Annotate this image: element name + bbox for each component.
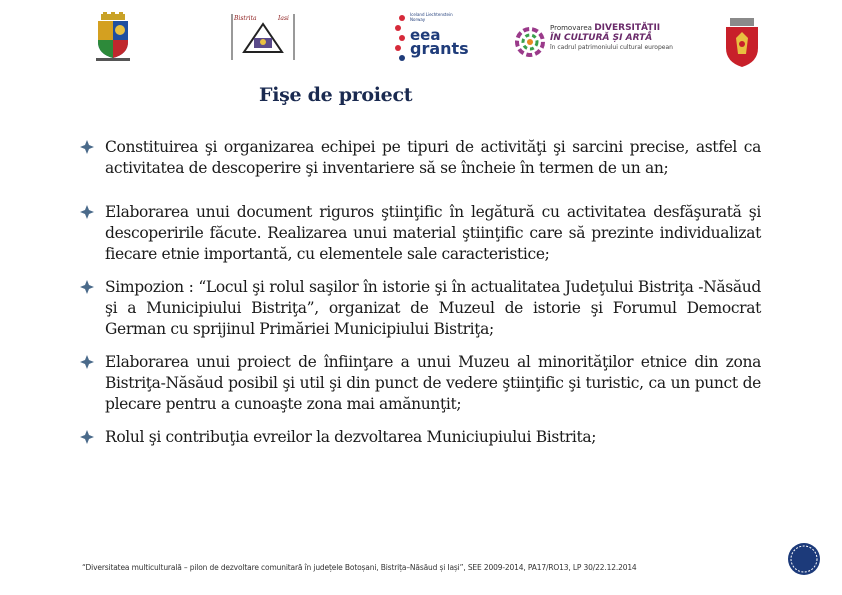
county-coat-of-arms-logo — [92, 12, 134, 62]
logo-bar — [0, 0, 842, 80]
bullet-text: Elaborarea unui proiect de înfiinţare a unui Muzeu al minorităţilor etnice din zona Bistriţa-Năsăud posibil şi util şi din punct de vedere ştiinţific şi turistic, ca un punct de plecare pentru a cunoaşte zona mai amănunţit; — [105, 353, 761, 413]
diamond-bullet-icon — [80, 280, 94, 294]
diamond-bullet-icon — [80, 430, 94, 444]
eea-grants-logo — [388, 8, 478, 64]
promovarea-diversitatii-logo — [512, 20, 687, 62]
diamond-bullet-icon — [80, 355, 94, 369]
diamond-bullet-icon — [80, 140, 94, 154]
eea-donor-countries: Iceland Liechtenstein Norway — [410, 12, 453, 22]
promo-highlight: DIVERSITĂȚII — [594, 23, 661, 33]
association-text-left: Bistrita — [234, 15, 257, 22]
list-item — [80, 352, 761, 415]
association-text-right: Iasi — [278, 15, 289, 22]
eea-line1: eea — [410, 26, 441, 44]
promo-text — [550, 24, 673, 52]
eea-line2: grants — [410, 39, 469, 58]
city-coat-of-arms-logo — [722, 18, 762, 68]
page-title: Fişe de proiect — [259, 84, 413, 106]
association-logo — [230, 12, 296, 62]
bullet-text: Rolul şi contribuţia evreilor la dezvoltarea Municiupiului Bistrita; — [105, 428, 597, 446]
list-item — [80, 202, 761, 265]
promo-prefix: Promovarea — [550, 24, 592, 32]
eea-wordmark — [410, 28, 469, 56]
bullet-text: Simpozion : “Locul şi rolul saşilor în istorie şi în actualitatea Judeţului Bistriţa -Năsăud şi a Municipiului Bistriţa”, organizat de Muzeul de istorie şi Forumul Democrat German cu sprijinul Primăriei Municipiului Bistriţa; — [105, 278, 761, 338]
page-badge — [787, 542, 821, 576]
bullet-text: Elaborarea unui document riguros ştiinţific în legătură cu activitatea desfăşurată şi descoperirile făcute. Realizarea unui material ştiinţific care să prezinte individualizat fiecare etnie importantă, cu elementele sale caracteristice; — [105, 203, 761, 263]
list-item — [80, 277, 761, 340]
list-item — [80, 427, 761, 448]
promo-line2: ÎN CULTURĂ ȘI ARTĂ — [550, 33, 653, 43]
promo-line3: în cadrul patrimoniului cultural european — [550, 44, 673, 51]
bullet-text: Constituirea şi organizarea echipei pe tipuri de activităţi şi sarcini precise, astfel ca activitatea de descoperire şi inventariere să se încheie în termen de un an; — [105, 138, 761, 177]
footer-text: “Diversitatea multiculturală – pilon de dezvoltare comunitară în județele Botoșani, Bistrița–Năsăud și Iași”, SEE 2009-2014, PA17/RO13, LP 30/22.12.2014 — [82, 563, 637, 572]
list-item — [80, 137, 761, 179]
diamond-bullet-icon — [80, 205, 94, 219]
bullet-list — [80, 137, 761, 448]
